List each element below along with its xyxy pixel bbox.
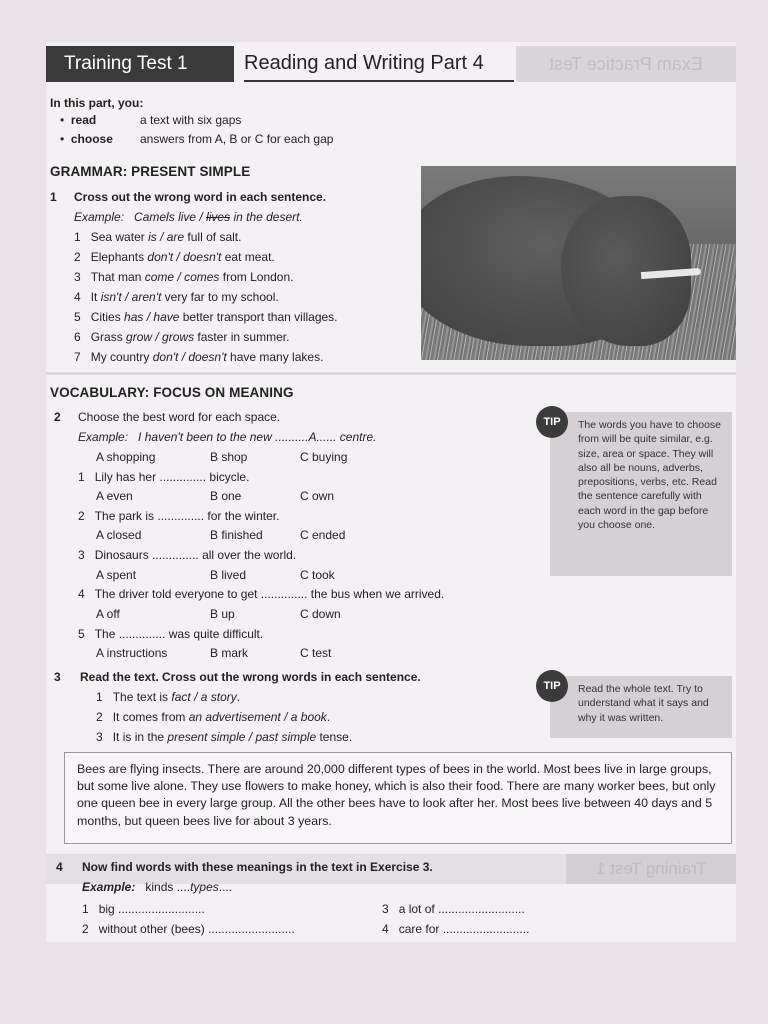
intro-bullet-1: • read <box>60 113 97 127</box>
bee-passage: Bees are flying insects. There are around 20,000 different types of bees in the world. Most bees live in large groups, but some live alone. They use flowers to make honey, which is also their food. There are many worker bees, but only one queen bee in every large group. All the other bees have to look after her. Most bees live between 40 days and 5 months, but queen bees live for about 3 years. <box>64 752 732 844</box>
ex1-item: 4 It isn't / aren't very far to my school. <box>74 290 279 304</box>
ex2-option: C took <box>300 568 335 582</box>
ex1-item: 2 Elephants don't / doesn't eat meat. <box>74 250 275 264</box>
bleed-through-title-bottom: Training Test 1 <box>566 854 736 884</box>
ex1-number: 1 <box>50 190 57 204</box>
ex2-item: 5 The .............. was quite difficult. <box>78 627 264 641</box>
ex4-instruction: Now find words with these meanings in the text in Exercise 3. <box>82 860 433 874</box>
intro-lead: In this part, you: <box>50 96 144 110</box>
ex3-number: 3 <box>54 670 61 684</box>
ex4-item: 2 without other (bees) .......................... <box>82 922 295 936</box>
tip-badge-reading: TIP <box>536 670 568 702</box>
ex1-item: 3 That man come / comes from London. <box>74 270 294 284</box>
intro-bullet-2: • choose <box>60 132 113 146</box>
ex1-item: 1 Sea water is / are full of salt. <box>74 230 242 244</box>
ex1-item: 5 Cities has / have better transport than villages. <box>74 310 338 324</box>
ex2-number: 2 <box>54 410 61 424</box>
workbook-page <box>46 42 736 942</box>
section-divider <box>46 372 736 375</box>
ex4-item: 1 big .......................... <box>82 902 205 916</box>
ex2-example: Example: I haven't been to the new ..........A...... centre. <box>78 430 377 444</box>
ex2-item: 3 Dinosaurs .............. all over the world. <box>78 548 297 562</box>
ex4-number: 4 <box>56 860 63 874</box>
ex2-instruction: Choose the best word for each space. <box>78 410 281 424</box>
ex2-item: 1 Lily has her .............. bicycle. <box>78 470 250 484</box>
intro-bullet-1-text: a text with six gaps <box>140 113 242 127</box>
ex3-item: 1 The text is fact / a story. <box>96 690 241 704</box>
ex2-option: C own <box>300 489 335 503</box>
ex4-example: Example: kinds ....types.... <box>82 880 233 894</box>
ex2-example-option: A shopping <box>96 450 156 464</box>
ex2-option: B one <box>210 489 242 503</box>
ex2-option: B lived <box>210 568 247 582</box>
ex1-instruction: Cross out the wrong word in each sentence. <box>74 190 327 204</box>
ex3-item: 3 It is in the present simple / past simple tense. <box>96 730 353 744</box>
ex2-option: A closed <box>96 528 142 542</box>
ex2-example-option: C buying <box>300 450 348 464</box>
ex2-option: A even <box>96 489 133 503</box>
ex2-option: C ended <box>300 528 346 542</box>
test-title-box: Training Test 1 <box>46 46 234 82</box>
part-title: Reading and Writing Part 4 <box>244 46 514 82</box>
ex2-option: A instructions <box>96 646 168 660</box>
ex2-item: 4 The driver told everyone to get .............. the bus when we arrived. <box>78 587 445 601</box>
vocab-heading: VOCABULARY: FOCUS ON MEANING <box>50 385 294 400</box>
tip-box-reading: Read the whole text. Try to understand what it says and why it was written. <box>550 676 732 738</box>
tip-box-vocab: The words you have to choose from will be quite similar, e.g. size, area or space. They will also all be nouns, adverbs, prepositions, verbs, etc. Read the sentence carefully with each word in the gap before you choose one. <box>550 412 732 576</box>
ex2-option: B finished <box>210 528 263 542</box>
ex1-example: Example: Camels live / lives in the desert. <box>74 210 303 224</box>
intro-bullet-2-text: answers from A, B or C for each gap <box>140 132 334 146</box>
elephant-photo <box>421 166 736 360</box>
title-bar <box>46 46 736 82</box>
ex2-option: A off <box>96 607 120 621</box>
ex2-option: C test <box>300 646 332 660</box>
ex2-option: B up <box>210 607 235 621</box>
ex2-example-option: B shop <box>210 450 248 464</box>
ex2-item: 2 The park is .............. for the winter. <box>78 509 280 523</box>
ex4-item: 4 care for .......................... <box>382 922 530 936</box>
bleed-through-title: Exam Practice Test <box>516 46 736 82</box>
ex1-item: 7 My country don't / doesn't have many lakes. <box>74 350 324 364</box>
grammar-heading: GRAMMAR: PRESENT SIMPLE <box>50 164 251 179</box>
tip-badge-vocab: TIP <box>536 406 568 438</box>
ex1-item: 6 Grass grow / grows faster in summer. <box>74 330 290 344</box>
ex3-instruction: Read the text. Cross out the wrong words in each sentence. <box>80 670 421 684</box>
ex2-option: C down <box>300 607 341 621</box>
ex3-item: 2 It comes from an advertisement / a book. <box>96 710 331 724</box>
ex2-option: A spent <box>96 568 137 582</box>
ex4-item: 3 a lot of .......................... <box>382 902 525 916</box>
ex2-option: B mark <box>210 646 249 660</box>
